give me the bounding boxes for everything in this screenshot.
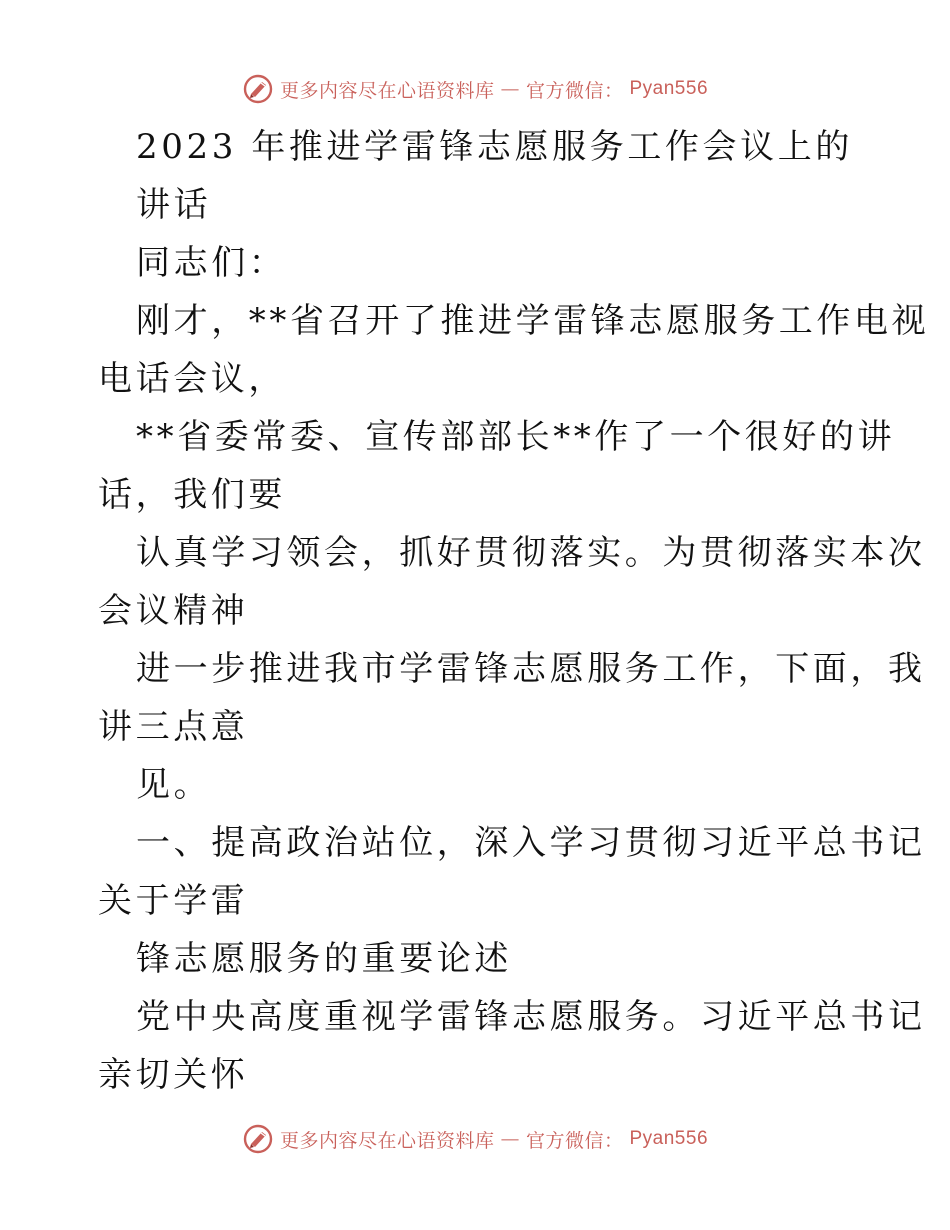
text-line: 话，我们要: [98, 475, 286, 515]
watermark-official-label: 官方微信：: [525, 79, 624, 102]
text-line: 会议精神: [98, 591, 249, 631]
text-line: 讲三点意: [98, 707, 249, 747]
title-line-2: 讲话: [136, 185, 212, 225]
text-line: **省委常委、宣传部部长**作了一个很好的讲: [136, 417, 896, 457]
title-line-1: 2023 年推进学雷锋志愿服务工作会议上的: [136, 127, 853, 167]
watermark-account: Pyan556: [629, 1128, 709, 1149]
document-body: [98, 118, 930, 1104]
text-line: 亲切关怀: [98, 1055, 249, 1095]
watermark-footer: [0, 1122, 950, 1156]
watermark-account: Pyan556: [629, 78, 709, 99]
pen-seal-icon: [242, 1123, 274, 1155]
watermark-text: 更多内容尽在心语资料库: [279, 79, 495, 102]
watermark-header: [0, 72, 950, 106]
salutation: 同志们：: [136, 243, 287, 283]
watermark-separator: —: [500, 78, 520, 100]
watermark-text: 更多内容尽在心语资料库: [279, 1129, 495, 1152]
section-heading-line-3: 锋志愿服务的重要论述: [136, 939, 512, 979]
section-heading-line-2: 关于学雷: [98, 881, 249, 921]
watermark-separator: —: [500, 1128, 520, 1150]
watermark-official-label: 官方微信：: [525, 1129, 624, 1152]
text-line: 党中央高度重视学雷锋志愿服务。习近平总书记: [136, 997, 926, 1037]
pen-seal-icon: [242, 73, 274, 105]
text-line: 进一步推进我市学雷锋志愿服务工作，下面，我: [136, 649, 926, 689]
text-line: 认真学习领会，抓好贯彻落实。为贯彻落实本次: [136, 533, 926, 573]
text-line: 刚才，**省召开了推进学雷锋志愿服务工作电视: [136, 301, 930, 341]
text-line: 电话会议，: [98, 359, 286, 399]
section-heading-line-1: 一、提高政治站位，深入学习贯彻习近平总书记: [136, 823, 926, 863]
text-line: 见。: [136, 765, 212, 805]
